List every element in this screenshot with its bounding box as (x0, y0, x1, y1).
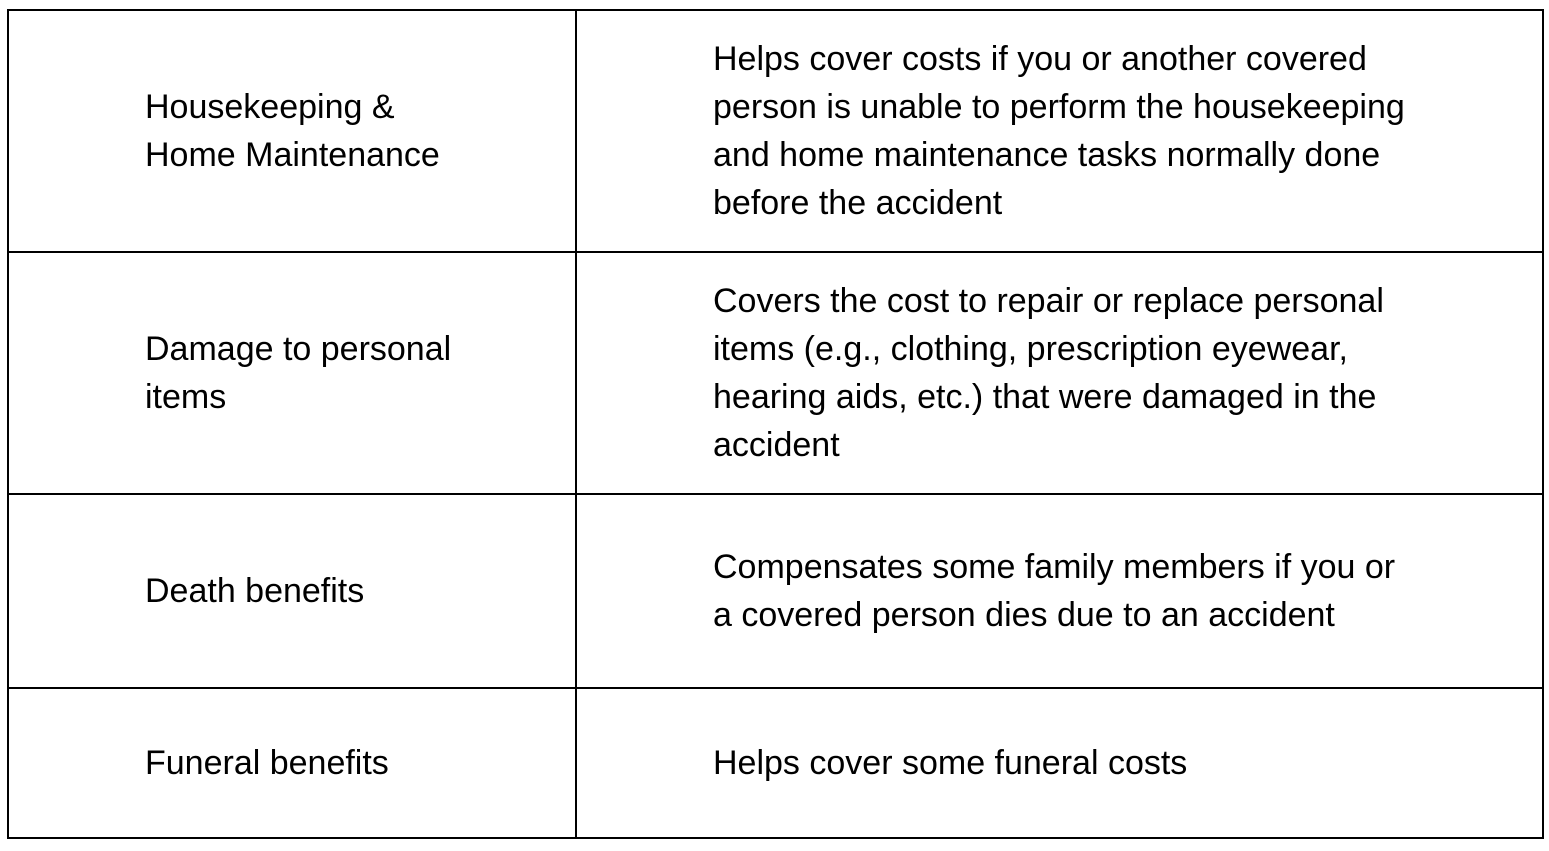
benefit-description: Helps cover costs if you or another covered person is unable to perform the housekeeping and home maintenance tasks normally done before the accident (713, 40, 1405, 222)
benefit-name: Death benefits (145, 572, 365, 610)
benefit-name: Funeral benefits (145, 744, 389, 782)
benefit-name-cell (8, 252, 576, 494)
benefit-name: Damage to personal items (145, 330, 452, 416)
table-row (8, 252, 1543, 494)
benefit-name-cell (8, 688, 576, 838)
table-row (8, 494, 1543, 688)
benefit-description-cell (576, 10, 1543, 252)
benefit-description-cell (576, 494, 1543, 688)
benefit-description-cell (576, 688, 1543, 838)
benefit-description: Helps cover some funeral costs (713, 744, 1188, 782)
benefit-description-cell (576, 252, 1543, 494)
benefit-description: Compensates some family members if you or a covered person dies due to an accident (713, 548, 1396, 634)
benefit-name-cell (8, 494, 576, 688)
benefit-name-cell (8, 10, 576, 252)
benefit-description: Covers the cost to repair or replace personal items (e.g., clothing, prescription eyewear, hearing aids, etc.) that were damaged in the accident (713, 282, 1384, 464)
benefits-table (7, 9, 1544, 839)
table-row (8, 10, 1543, 252)
benefit-name: Housekeeping & Home Maintenance (145, 88, 440, 174)
table-row (8, 688, 1543, 838)
